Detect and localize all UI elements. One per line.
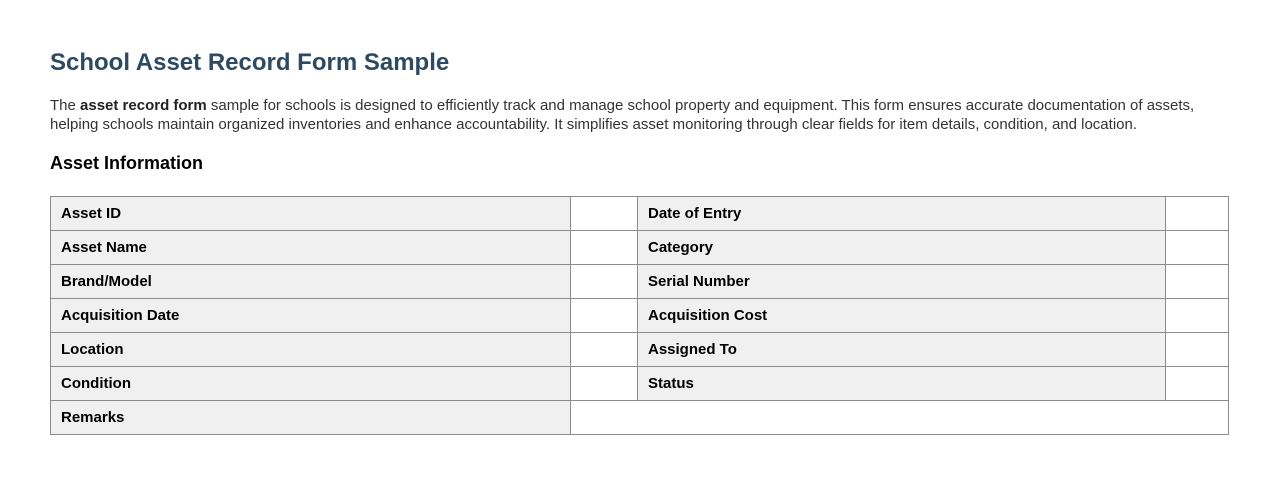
table-row [51, 196, 1229, 230]
field-label-right: Acquisition Cost [638, 298, 1166, 332]
field-value-left [571, 230, 638, 264]
field-value-right [1166, 332, 1229, 366]
field-label-right: Serial Number [638, 264, 1166, 298]
asset-information-table [50, 196, 1229, 435]
field-label-left: Location [51, 332, 571, 366]
field-value-remarks [571, 400, 1229, 434]
field-value-right [1166, 196, 1229, 230]
field-label-left: Acquisition Date [51, 298, 571, 332]
field-label-left: Condition [51, 366, 571, 400]
field-value-left [571, 264, 638, 298]
field-value-right [1166, 264, 1229, 298]
table-row [51, 230, 1229, 264]
asset-info-table-body [51, 196, 1229, 434]
field-value-left [571, 332, 638, 366]
field-value-right [1166, 366, 1229, 400]
intro-paragraph [50, 96, 1228, 134]
field-label-right: Category [638, 230, 1166, 264]
table-row-remarks [51, 400, 1229, 434]
table-row [51, 332, 1229, 366]
field-label-left: Asset ID [51, 196, 571, 230]
intro-text-suffix: sample for schools is designed to efficiently track and manage school property and equipment. This form ensures accurate documentation of assets, helping schools maintain organized inventories and enhance accountability. It simplifies asset monitoring through clear fields for item details, condition, and location. [50, 97, 1195, 133]
table-row [51, 366, 1229, 400]
field-value-left [571, 366, 638, 400]
field-label-right: Date of Entry [638, 196, 1166, 230]
field-label-right: Status [638, 366, 1166, 400]
field-label-right: Assigned To [638, 332, 1166, 366]
page-title: School Asset Record Form Sample [50, 49, 450, 76]
field-label-left: Asset Name [51, 230, 571, 264]
field-label-left: Brand/Model [51, 264, 571, 298]
field-value-right [1166, 298, 1229, 332]
intro-text-bold: asset record form [80, 97, 207, 114]
table-row [51, 264, 1229, 298]
field-value-left [571, 298, 638, 332]
field-value-right [1166, 230, 1229, 264]
table-row [51, 298, 1229, 332]
field-value-left [571, 196, 638, 230]
section-heading-asset-information: Asset Information [50, 153, 204, 173]
field-label-remarks: Remarks [51, 400, 571, 434]
intro-text-prefix: The [50, 97, 81, 114]
